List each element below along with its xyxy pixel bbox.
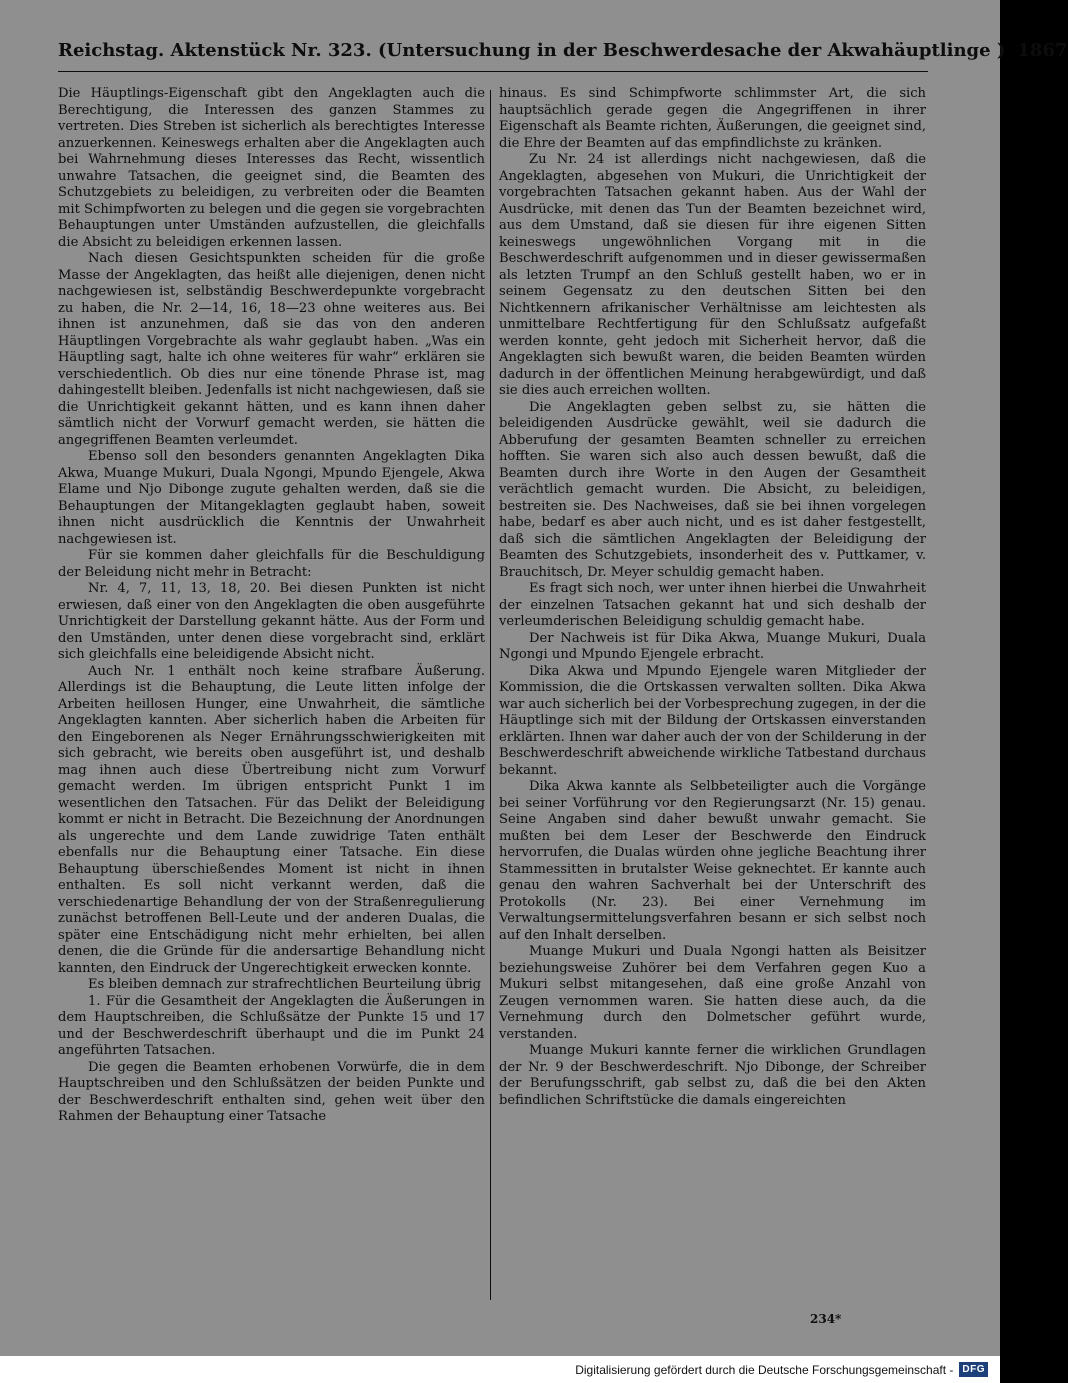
paragraph: Die Angeklagten geben selbst zu, sie hätten die beleidigenden Ausdrücke gewählt, weil sie dadurch die Abberufung der gesamten Beamten schneller zu erreichen hofften. Sie waren sich also auch dessen bewußt, daß die Beamten durch ihre Worte in den Augen der Gesamtheit verächtlich gemacht wurden. Die Absicht, zu beleidigen, bestreiten sie. Des Nachweises, daß sie bei ihnen vorgelegen habe, bedarf es aber auch nicht, und es ist daher festgestellt, daß sich die sämtlichen Angeklagten der Beleidigung der Beamten des Schutzgebiets, insonderheit des v. Puttkamer, v. Brauchitsch, Dr. Meyer schuldig gemacht haben. <box>499 399 926 580</box>
digitization-footer <box>0 1356 1000 1383</box>
signature-mark: 234* <box>810 1312 842 1326</box>
paragraph: Nach diesen Gesichtspunkten scheiden für die große Masse der Angeklagten, das heißt alle diejenigen, denen nicht nachgewiesen ist, selbständig Beschwerdepunkte vorgebracht zu haben, die Nr. 2—14, 16, 18—23 ohne weiteres aus. Bei ihnen ist anzunehmen, daß sie das von den anderen Häuptlingen Vorgebrachte als wahr geglaubt haben. „Was ein Häuptling sagt, halte ich ohne weiteres für wahr“ erklären sie verschiedentlich. Ob dies nur eine tönende Phrase ist, mag dahingestellt bleiben. Jedenfalls ist nicht nachgewiesen, daß sie die Unrichtigkeit gekannt hätten, und es kann ihnen daher sämtlich nicht der Vorwurf gemacht werden, sie hätten die angegriffenen Beamten verleumdet. <box>58 251 485 448</box>
header-title: Reichstag. Aktenstück Nr. 323. (Untersuchung in der Beschwerdesache der Akwahäuptlinge ) <box>58 40 1006 61</box>
paragraph: Dika Akwa und Mpundo Ejengele waren Mitglieder der Kommission, die die Ortskassen verwalten sollten. Dika Akwa war auch sicherlich bei der Vorbesprechung zugegen, in der die Häuptlinge sich mit der Bildung der Ortskassen einverstanden erklärten. Ihnen war daher auch der von der Schilderung in der Beschwerdeschrift abweichende wirkliche Tatbestand durchaus bekannt. <box>499 663 926 778</box>
paragraph: Für sie kommen daher gleichfalls für die Beschuldigung der Beleidung nicht mehr in Betracht: <box>58 548 485 580</box>
header-rule <box>58 71 928 72</box>
paragraph: Die Häuptlings-Eigenschaft gibt den Angeklagten auch die Berechtigung, die Interessen des ganzen Stammes zu vertreten. Dies Streben ist sicherlich als berechtigtes Interesse anzuerkennen. Keineswegs erhalten aber die Angeklagten auch bei Wahrnehmung dieses Interesses das Recht, wissentlich unwahre Tatsachen, die geeignet sind, die Beamten des Schutzgebiets zu beleidigen, zu verbreiten oder die Beamten mit Schimpfworten zu belegen und die gegen sie vorgebrachten Behauptungen unter Umständen aufzustellen, die gleichfalls die Absicht zu beleidigen erkennen lassen. <box>58 86 485 250</box>
paragraph: Es bleiben demnach zur strafrechtlichen Beurteilung übrig <box>88 977 482 992</box>
paragraph: 1. Für die Gesamtheit der Angeklagten die Äußerungen in dem Hauptschreiben, die Schlußsätze der Punkte 15 und 17 und der Beschwerdeschrift überhaupt und die im Punkt 24 angeführten Tatsachen. <box>58 993 485 1058</box>
left-column <box>58 86 485 1126</box>
column-divider <box>490 90 491 1300</box>
paragraph: Muange Mukuri und Duala Ngongi hatten als Beisitzer beziehungsweise Zuhörer bei dem Verfahren gegen Kuo a Mukuri selbst mitangesehen, daß eine große Anzahl von Zeugen vernommen waren. Sie hatten diese auch, da die Vernehmung durch den Dolmetscher geführt wurde, verstanden. <box>499 944 926 1042</box>
paragraph: Der Nachweis ist für Dika Akwa, Muange Mukuri, Duala Ngongi und Mpundo Ejengele erbracht. <box>499 630 926 662</box>
paragraph: hinaus. Es sind Schimpfworte schlimmster Art, die sich hauptsächlich gerade gegen die Angegriffenen in ihrer Eigenschaft als Beamte richten, Äußerungen, die geeignet sind, die Ehre der Beamten auf das empfindlichste zu kränken. <box>499 86 926 151</box>
paragraph: Zu Nr. 24 ist allerdings nicht nachgewiesen, daß die Angeklagten, abgesehen von Mukuri, die Unrichtigkeit der vorgebrachten Tatsachen gekannt haben. Aus der Wahl der Ausdrücke, mit denen das Tun der Beamten bezeichnet wird, aus dem Umstand, daß sie diesen für ihre eigenen Sitten keineswegs ungewöhnlichen Vorgang mit in die Beschwerdeschrift aufgenommen und in dieser gewissermaßen als letzten Trumpf an den Schluß gestellt haben, wo er in seinem Gegensatz zu den deutschen Sitten bei den Nichtkennern afrikanischer Verhältnisse am leichtesten als unmittelbare Rechtfertigung für den Schlußsatz aufgefaßt werden konnte, geht jedoch mit Sicherheit hervor, daß die Angeklagten sich bewußt waren, die beiden Beamten würden dadurch in der öffentlichen Meinung herabgewürdigt, und daß sie dies auch erreichen wollten. <box>499 152 926 398</box>
footer-text: Digitalisierung gefördert durch die Deutsche Forschungsgemeinschaft - <box>575 1362 954 1377</box>
right-column <box>499 86 926 1109</box>
paragraph: Muange Mukuri kannte ferner die wirklichen Grundlagen der Nr. 9 der Beschwerdeschrift. Njo Dibonge, der Schreiber der Berufungsschrift, gab selbst zu, daß die bei den Akten befindlichen Schriftstücke die damals eingereichten <box>499 1043 926 1108</box>
paragraph: Die gegen die Beamten erhobenen Vorwürfe, die in dem Hauptschreiben und den Schlußsätzen der beiden Punkte und der Beschwerdeschrift enthalten sind, gehen weit über den Rahmen der Behauptung einer Tatsache <box>58 1059 485 1124</box>
paragraph: Nr. 4, 7, 11, 13, 18, 20. Bei diesen Punkten ist nicht erwiesen, daß einer von den Angeklagten die oben ausgeführte Unrichtigkeit der Darstellung gekannt hätte. Aus der Form und den Umständen, unter denen diese vorgebracht sind, erklärt sich gleichfalls eine beleidigende Absicht nicht. <box>58 581 485 662</box>
dfg-logo[interactable]: DFG <box>959 1362 988 1377</box>
paragraph: Es fragt sich noch, wer unter ihnen hierbei die Unwahrheit der einzelnen Tatsachen gekannt hat und sich deshalb der verleumderischen Beleidigung schuldig gemacht habe. <box>499 581 926 629</box>
paragraph: Ebenso soll den besonders genannten Angeklagten Dika Akwa, Muange Mukuri, Duala Ngongi, Mpundo Ejengele, Akwa Elame und Njo Dibonge zugute gehalten werden, daß sie die Behauptungen der Mitangeklagten geglaubt haben, soweit ihnen nicht ausdrücklich die Kenntnis der Unwahrheit nachgewiesen ist. <box>58 449 485 547</box>
page-number: 1867 <box>1017 40 1068 61</box>
paragraph: Dika Akwa kannte als Selbbeteiligter auch die Vorgänge bei seiner Vorführung vor den Regierungsarzt (Nr. 15) genau. Seine Angaben sind daher bewußt unwahr gemacht. Sie mußten bei dem Leser der Beschwerde den Eindruck hervorrufen, die Dualas würden ohne jegliche Beachtung ihrer Stammessitten in brutalster Weise geknechtet. Er kannte auch genau den wahren Sachverhalt bei der Unterschrift des Protokolls (Nr. 23). Bei einer Vernehmung im Verwaltungsermittelungsverfahren besann er sich selbst noch auf den Inhalt derselben. <box>499 779 926 943</box>
paragraph: Auch Nr. 1 enthält noch keine strafbare Äußerung. Allerdings ist die Behauptung, die Leute litten infolge der Arbeiten heillosen Hunger, eine Unwahrheit, die sämtliche Angeklagten kannten. Aber sicherlich haben die Arbeiten für den Eingeborenen als Neger Ernährungsschwierigkeiten mit sich gebracht, wie bereits oben ausgeführt ist, und deshalb mag ihnen auch diese Übertreibung nicht zum Vorwurf gemacht werden. Im übrigen entspricht Punkt 1 im wesentlichen den Tatsachen. Für das Delikt der Beleidigung kommt er nicht in Betracht. Die Bezeichnung der Anordnungen als ungerechte und dem Lande zuwidrige Taten enthält ebenfalls nur die Behauptung einer Tatsache. Ein diese Behauptung überschießendes Moment ist nicht in ihnen enthalten. Es soll nicht verkannt werden, daß die verschiedenartige Behandlung der von der Straßenregulierung zunächst betroffenen Bell-Leute und der anderen Dualas, die später eine Entschädigung nicht mehr erhielten, bei allen denen, die die Gründe für die andersartige Behandlung nicht kannten, den Eindruck der Ungerechtigkeit erwecken konnte. <box>58 663 485 976</box>
running-header <box>58 40 1068 66</box>
